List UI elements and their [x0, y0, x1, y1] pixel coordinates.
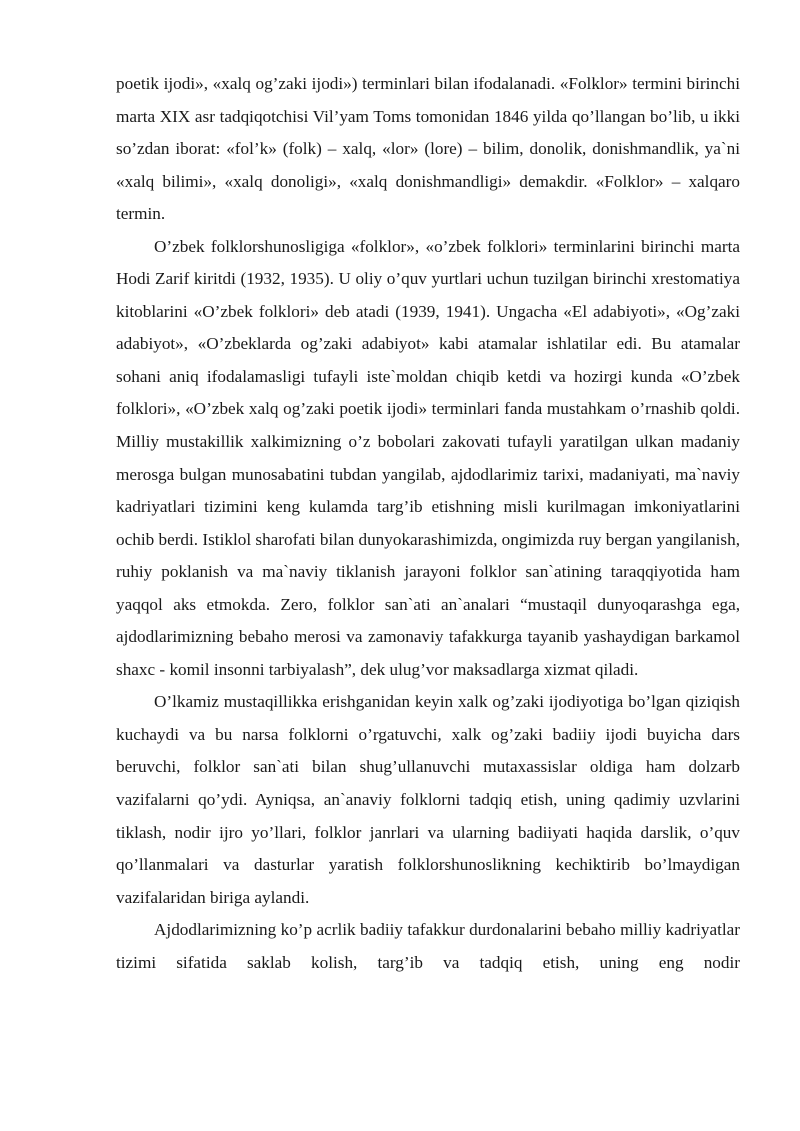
paragraph-folklor-term: poetik ijodi», «xalq og’zaki ijodi») terminlari bilan ifodalanadi. «Folklor» termini birinchi marta XIX asr tadqiqotchisi Vil’yam Toms tomonidan 1846 yilda qo’llangan bo’lib, u ikki so’zdan iborat: «fol’k» (folk) – xalq, «lor» (lore) – bilim, donolik, donishmandlik, ya`ni «xalq bilimi», «xalq donoligi», «xalq donishmandligi» demakdir. «Folklor» – xalqaro termin.: [116, 74, 740, 224]
paragraph-independence: O’lkamiz mustaqillikka erishganidan keyin xalk og’zaki ijodiyotiga bo’lgan qiziqish kuchaydi va bu narsa folklorni o’rgatuvchi, xalk og’zaki badiiy ijodi buyicha dars beruvchi, folklor san`ati bilan shug’ullanuvchi mutaxassislar oldiga ham dolzarb vazifalarni qo’ydi. Ayniqsa, an`anaviy folklorni tadqiq etish, uning qadimiy uzvlarini tiklash, nodir ijro yo’llari, folklor janrlari va ularning badiiyati haqida darslik, o’quv qo’llanmalari va dasturlar yaratish folklorshunoslikning kechiktirib bo’lmaydigan vazifalaridan biriga aylandi.: [116, 692, 740, 907]
paragraph-ancestors: Ajdodlarimizning ko’p acrlik badiiy tafakkur durdonalarini bebaho milliy kadriyatlar tizimi sifatida saklab kolish, targ’ib va tadqiq etish, uning eng nodir: [116, 920, 740, 972]
body-text: [116, 68, 740, 979]
paragraph-uzbek-folkloristics: O’zbek folklorshunosligiga «folklor», «o’zbek folklori» terminlarini birinchi marta Hodi Zarif kiritdi (1932, 1935). U oliy o’quv yurtlari uchun tuzilgan birinchi xrestomatiya kitoblarini «O’zbek folklori» deb atadi (1939, 1941). Ungacha «El adabiyoti», «Og’zaki adabiyot», «O’zbeklarda og’zaki adabiyot» kabi atamalar ishlatilar edi. Bu atamalar sohani aniq ifodalamasligi tufayli iste`moldan chiqib ketdi va hozirgi kunda «O’zbek folklori», «O’zbek xalq og’zaki poetik ijodi» terminlari fanda mustahkam o’rnashib qoldi. Milliy mustakillik xalkimizning o’z bobolari zakovati tufayli yaratilgan ulkan madaniy merosga bulgan munosabatini tubdan yangilab, ajdodlarimiz tarixi, madaniyati, ma`naviy kadriyatlari tizimini keng kulamda targ’ib etishning misli kurilmagan imkoniyatlarini ochib berdi. Istiklol sharofati bilan dunyokarashimizda, ongimizda ruy bergan yangilanish, ruhiy poklanish va ma`naviy tiklanish jarayoni folklor san`atining taraqqiyotida ham yaqqol aks etmokda. Zero, folklor san`ati an`analari “mustaqil dunyoqarashga ega, ajdodlarimizning bebaho merosi va zamonaviy tafakkurga tayanib yashaydigan barkamol shaxc - komil insonni tarbiyalash”, dek ulug’vor maksadlarga xizmat qiladi.: [116, 236, 741, 679]
